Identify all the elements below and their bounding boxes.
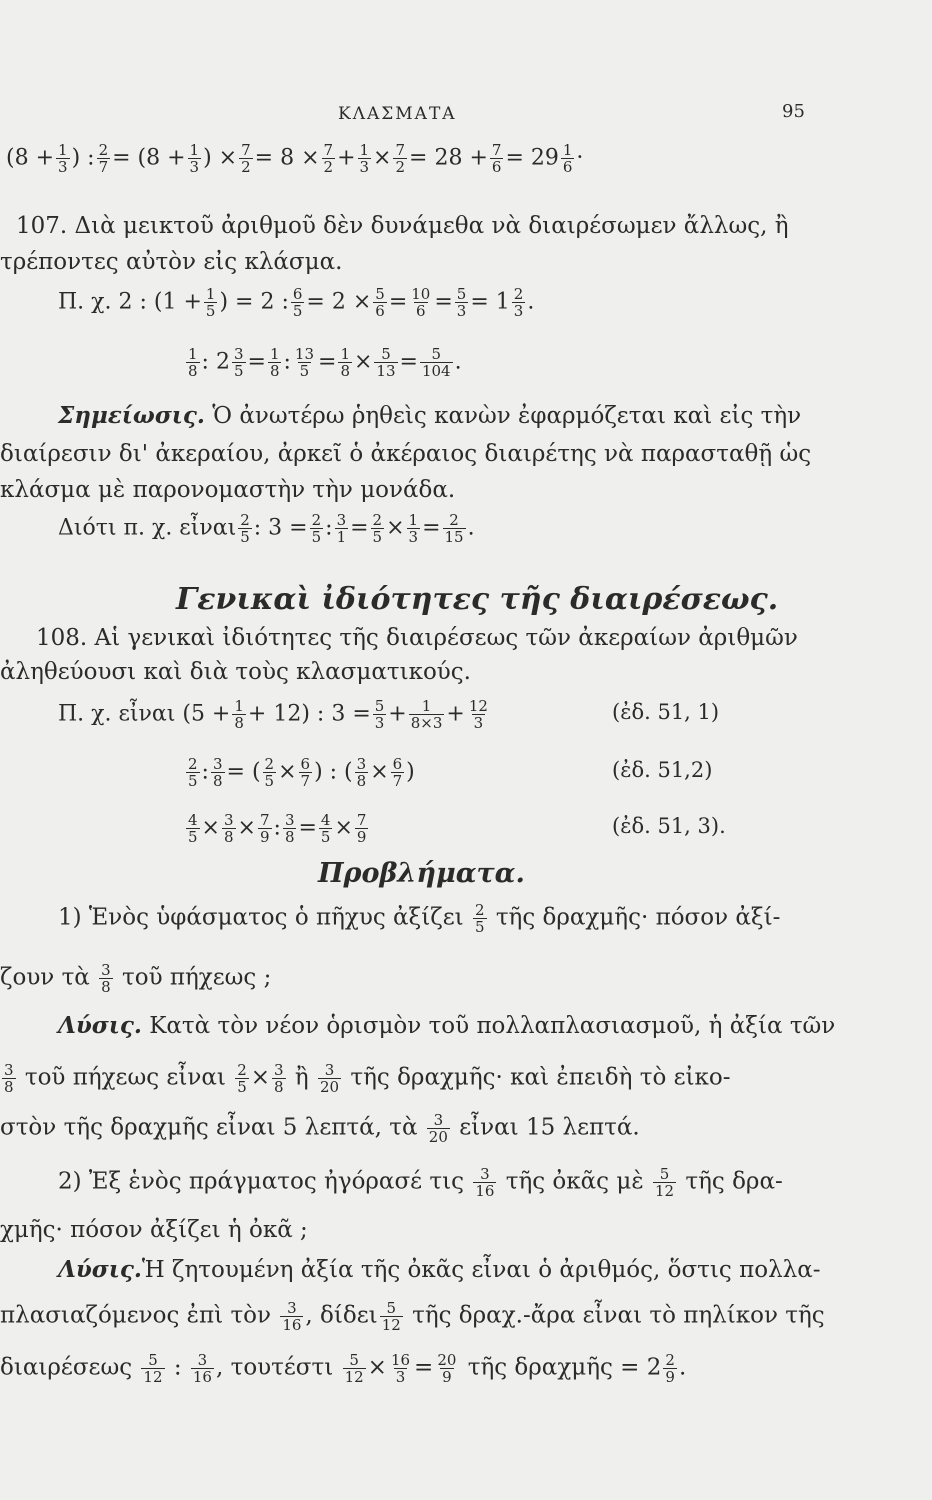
equation-dioti: Διότι π. χ. εἶναι $\frac{2}{5}$ : 3 = $\frac{2}{5}$ : $\frac{3}{1}$ = $\frac{2}{5}$ × $\frac{1}{3}$ = $\frac{2}{15}$ .	[58, 511, 475, 546]
solution-1-label: Λύσις.	[58, 1012, 142, 1039]
solution-2-line3: διαιρέσεως $\frac{5}{12}$ : $\frac{3}{16}$ , τουτέστι $\frac{5}{12}$ × $\frac{16}{3}$ = $\frac{20}{9}$ τῆς δραχμῆς = 2 $\frac{2}{9}$ .	[0, 1351, 687, 1386]
para-107-line2: τρέποντες αὐτὸν εἰς κλάσμα.	[0, 249, 343, 275]
para-107-line1: 107. Διὰ μεικτοῦ ἀριθμοῦ δὲν δυνάμεθα νὰ διαιρέσωμεν ἄλλως, ἢ	[16, 213, 789, 239]
solution-1-line3: στὸν τῆς δραχμῆς εἶναι 5 λεπτά, τὰ $\frac{3}{20}$ εἶναι 15 λεπτά.	[0, 1111, 640, 1146]
running-header: ΚΛΑΣΜΑΤΑ	[338, 104, 457, 124]
heading-problems: Προβλήματα.	[318, 858, 525, 889]
equation-general-1: Π. χ. εἶναι (5 + $\frac{1}{8}$ + 12) : 3 = $\frac{5}{3}$ + $\frac{1}{8\times 3}$ + $\frac{12}{3}$	[58, 697, 488, 732]
ref-51-3: (ἐδ. 51, 3).	[612, 814, 726, 838]
para-108-line2: ἀληθεύουσι καὶ διὰ τοὺς κλασματικούς.	[0, 659, 471, 685]
para-108-line1: 108. Αἱ γενικαὶ ἰδιότητες τῆς διαιρέσεως τῶν ἀκεραίων ἀριθμῶν	[36, 625, 798, 651]
note-line3: κλάσμα μὲ παρονομαστὴν τὴν μονάδα.	[0, 477, 456, 503]
equation-example-2: $\frac{1}{8}$ : 2 $\frac{3}{5}$ = $\frac{1}{8}$ : $\frac{13}{5}$ = $\frac{1}{8}$ × $\frac{5}{13}$ = $\frac{5}{104}$ .	[188, 345, 462, 380]
note-line2: διαίρεσιν δι' ἀκεραίου, ἀρκεῖ ὁ ἀκέραιος διαιρέτης νὰ παρασταθῇ ὡς	[0, 441, 812, 467]
solution-2-line2: πλασιαζόμενος ἐπὶ τὸν $\frac{3}{16}$ , δίδει $\frac{5}{12}$ τῆς δραχ.-ἄρα εἶναι τὸ πηλίκον τῆς	[0, 1299, 825, 1334]
equation-example-1: Π. χ. 2 : (1 + $\frac{1}{5}$ ) = 2 : $\frac{6}{5}$ = 2 × $\frac{5}{6}$ = $\frac{10}{6}$ = $\frac{5}{3}$ = 1 $\frac{2}{3}$ .	[58, 285, 535, 320]
solution-1-line1: Λύσις. Κατὰ τὸν νέον ὁρισμὸν τοῦ πολλαπλασιασμοῦ, ἡ ἀξία τῶν	[58, 1012, 836, 1039]
page-number: 95	[782, 101, 805, 122]
equation-top: (8 + $\frac{1}{3}$ ) : $\frac{2}{7}$ = (8 + $\frac{1}{3}$ ) × $\frac{7}{2}$ = 8 × $\frac{7}{2}$ + $\frac{1}{3}$ × $\frac{7}{2}$ = 28 + $\frac{7}{6}$ = 29 $\frac{1}{6}$ ·	[6, 141, 584, 176]
problem-2-line2: χμῆς· πόσον ἀξίζει ἡ ὀκᾶ ;	[0, 1217, 308, 1243]
equation-general-2: $\frac{2}{5}$ : $\frac{3}{8}$ = ( $\frac{2}{5}$ × $\frac{6}{7}$ ) : ( $\frac{3}{8}$ × $\frac{6}{7}$ )	[188, 755, 415, 790]
problem-2-line1: 2) Ἐξ ἑνὸς πράγματος ἠγόρασέ τις $\frac{3}{16}$ τῆς ὀκᾶς μὲ $\frac{5}{12}$ τῆς δρα-	[58, 1165, 783, 1200]
solution-2-label: Λύσις.	[58, 1256, 142, 1283]
problem-1-line1: 1) Ἑνὸς ὑφάσματος ὁ πῆχυς ἀξίζει $\frac{2}{5}$ τῆς δραχμῆς· πόσον ἀξί-	[58, 901, 781, 936]
note-label: Σημείωσις.	[58, 402, 205, 429]
solution-1-line2: $\frac{3}{8}$ τοῦ πήχεως εἶναι $\frac{2}{5}$ × $\frac{3}{8}$ ἢ $\frac{3}{20}$ τῆς δραχμῆς· καὶ ἐπειδὴ τὸ εἰκο-	[4, 1061, 731, 1096]
note-line1: Σημείωσις. Ὁ ἀνωτέρω ῥηθεὶς κανὼν ἐφαρμόζεται καὶ εἰς τὴν	[58, 402, 802, 429]
solution-2-line1: Λύσις.Ἡ ζητουμένη ἀξία τῆς ὀκᾶς εἶναι ὁ ἀριθμός, ὅστις πολλα-	[58, 1256, 821, 1283]
problem-1-line2: ζουν τὰ $\frac{3}{8}$ τοῦ πήχεως ;	[0, 961, 272, 996]
ref-51-1: (ἐδ. 51, 1)	[612, 700, 720, 724]
equation-general-3: $\frac{4}{5}$ × $\frac{3}{8}$ × $\frac{7}{9}$ : $\frac{3}{8}$ = $\frac{4}{5}$ × $\frac{7}{9}$	[188, 811, 367, 846]
heading-general-properties: Γενικαὶ ἰδιότητες τῆς διαιρέσεως.	[176, 582, 779, 617]
ref-51-2: (ἐδ. 51,2)	[612, 758, 713, 782]
